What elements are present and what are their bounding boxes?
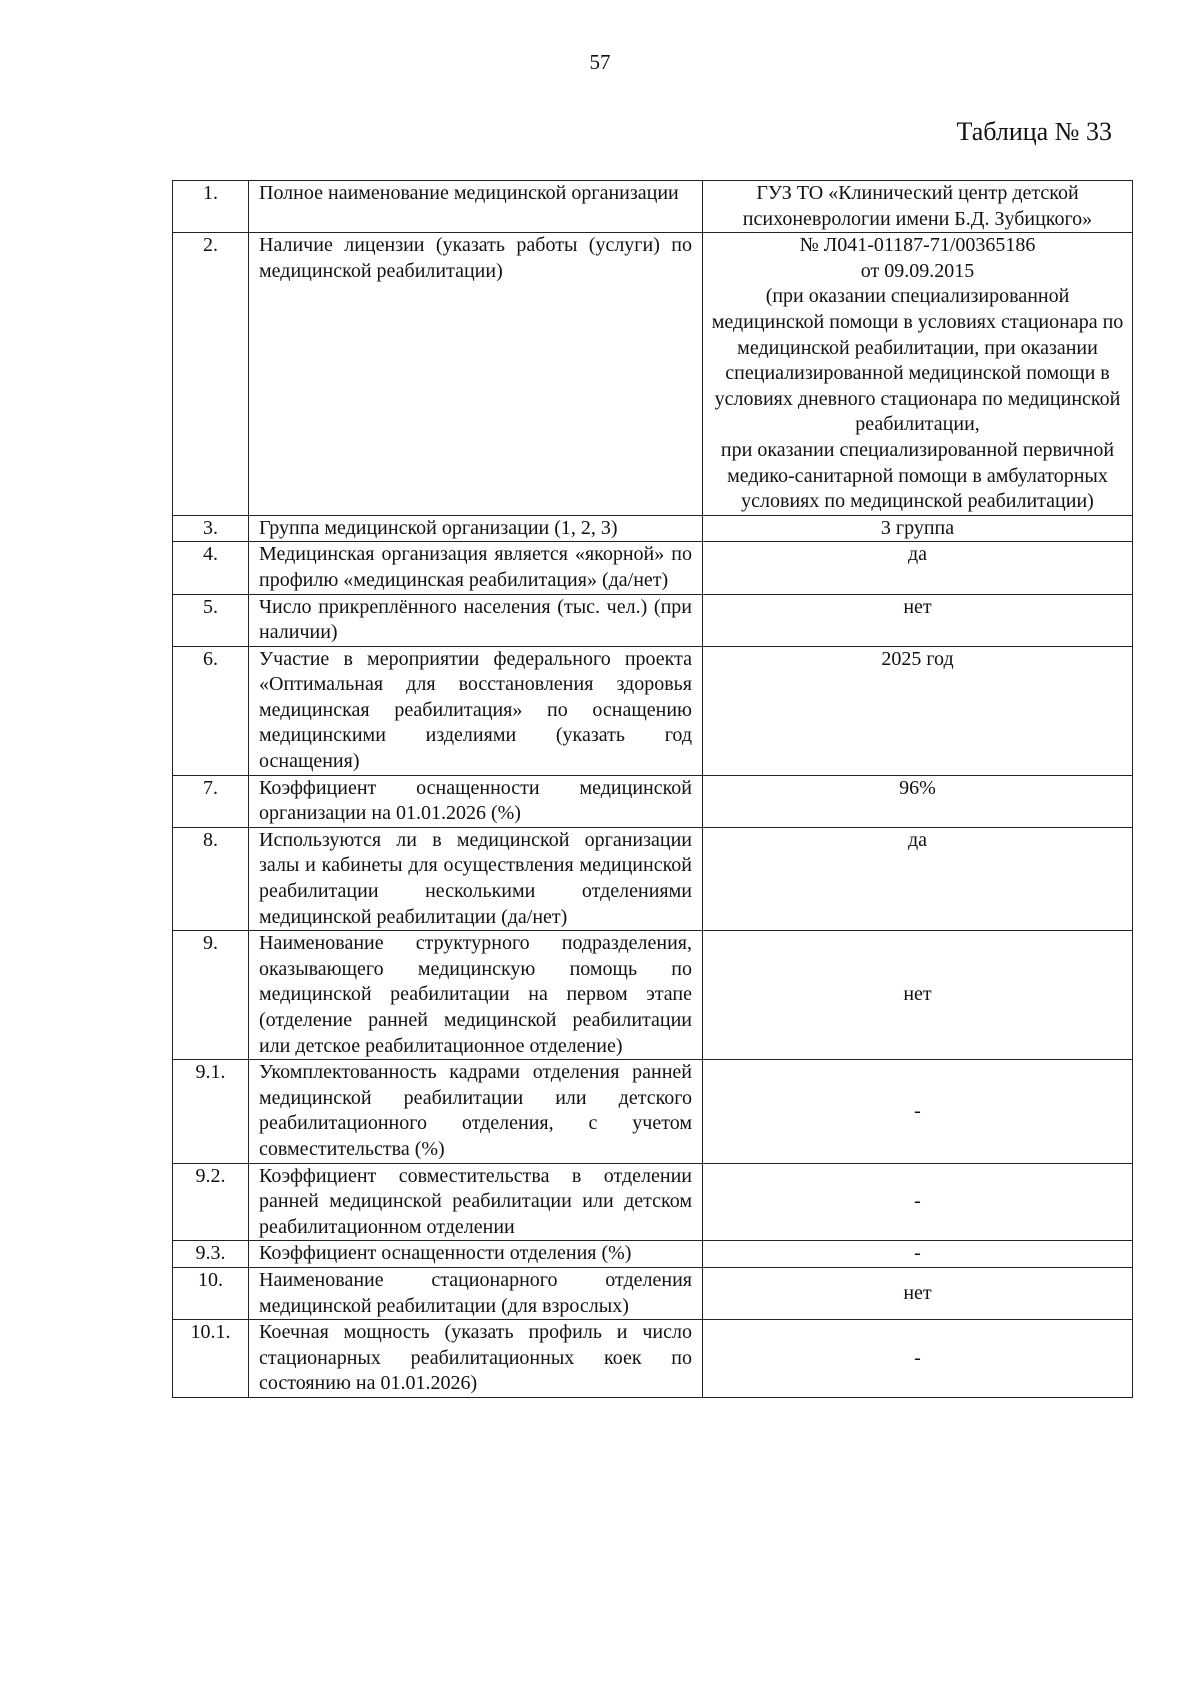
row-number: 5. [173,594,249,646]
row-number: 4. [173,542,249,594]
table-row [173,775,1133,827]
row-value [703,515,1133,542]
row-parameter: Коэффициент оснащенности медицинской организации на 01.01.2026 (%) [249,775,703,827]
row-value-text: нет [903,983,932,1006]
row-number: 9.3. [173,1241,249,1268]
row-value [703,827,1133,930]
row-parameter: Наличие лицензии (указать работы (услуги) по медицинской реабилитации) [249,233,703,516]
row-value [703,181,1133,233]
row-value [703,1320,1133,1398]
row-value-text: 2025 год [881,647,954,670]
row-parameter: Укомплектованность кадрами отделения ранней медицинской реабилитации или детского реабилитационного отделения, с учетом совместительства (%) [249,1060,703,1163]
row-parameter: Наименование структурного подразделения, оказывающего медицинскую помощь по медицинской реабилитации на первом этапе (отделение ранней медицинской реабилитации или детское реабилитационное отделение) [249,931,703,1060]
page-number: 57 [589,50,611,74]
row-value-text: да [907,543,928,566]
row-value [703,1241,1133,1268]
row-value-text: - [914,1346,921,1369]
row-number: 3. [173,515,249,542]
row-value-text: да [907,828,928,851]
table-title: Таблица № 33 [956,117,1112,146]
table-row [173,515,1133,542]
row-value [703,1267,1133,1319]
row-number: 9.1. [173,1060,249,1163]
row-value [703,775,1133,827]
row-number: 9.2. [173,1163,249,1241]
row-value-text: ГУЗ ТО «Клинический центр детской психоневрологии имени Б.Д. Зубицкого» [742,182,1093,230]
table-row [173,646,1133,775]
row-number: 7. [173,775,249,827]
table-row [173,1320,1133,1398]
row-parameter: Полное наименование медицинской организации [249,181,703,233]
table-row [173,542,1133,594]
row-value-text: 96% [899,776,936,799]
row-value-text: - [914,1099,921,1122]
row-value [703,1060,1133,1163]
row-value-text: - [914,1190,921,1213]
row-number: 1. [173,181,249,233]
row-parameter: Группа медицинской организации (1, 2, 3) [249,515,703,542]
row-value [703,1163,1133,1241]
table-row [173,233,1133,516]
table-row [173,181,1133,233]
row-parameter: Число прикреплённого населения (тыс. чел.) (при наличии) [249,594,703,646]
table-row [173,827,1133,930]
row-number: 8. [173,827,249,930]
table-row [173,931,1133,1060]
table-row [173,1241,1133,1268]
row-value [703,233,1133,516]
info-table [172,180,1133,1398]
row-value-text: № Л041-01187-71/00365186 от 09.09.2015 (при оказании специализированной медицинской помощи в условиях стационара по медицинской реабилитации, при оказании специализированной медицинской помощи в условиях дневного стационара по медицинской реабилитации, при оказании специализированной первичной медико-санитарной помощи в амбулаторных условиях по медицинской реабилитации) [711,234,1124,513]
row-parameter: Коэффициент совместительства в отделении ранней медицинской реабилитации или детском реабилитационном отделении [249,1163,703,1241]
row-number: 2. [173,233,249,516]
table-row [173,1060,1133,1163]
row-parameter: Коэффициент оснащенности отделения (%) [249,1241,703,1268]
row-value [703,542,1133,594]
row-value [703,594,1133,646]
row-parameter: Участие в мероприятии федерального проекта «Оптимальная для восстановления здоровья медицинская реабилитация» по оснащению медицинскими изделиями (указать год оснащения) [249,646,703,775]
row-number: 6. [173,646,249,775]
row-parameter: Медицинская организация является «якорной» по профилю «медицинская реабилитация» (да/нет) [249,542,703,594]
row-parameter: Используются ли в медицинской организации залы и кабинеты для осуществления медицинской реабилитации несколькими отделениями медицинской реабилитации (да/нет) [249,827,703,930]
row-value-text: - [914,1242,921,1265]
row-value [703,646,1133,775]
row-value-text: нет [903,595,932,618]
table-row [173,1267,1133,1319]
row-value-text: 3 группа [880,516,955,539]
row-parameter: Наименование стационарного отделения медицинской реабилитации (для взрослых) [249,1267,703,1319]
row-number: 10. [173,1267,249,1319]
row-number: 9. [173,931,249,1060]
table-row [173,594,1133,646]
row-value [703,931,1133,1060]
row-value-text: нет [903,1281,932,1304]
row-parameter: Коечная мощность (указать профиль и число стационарных реабилитационных коек по состоянию на 01.01.2026) [249,1320,703,1398]
row-number: 10.1. [173,1320,249,1398]
table-row [173,1163,1133,1241]
